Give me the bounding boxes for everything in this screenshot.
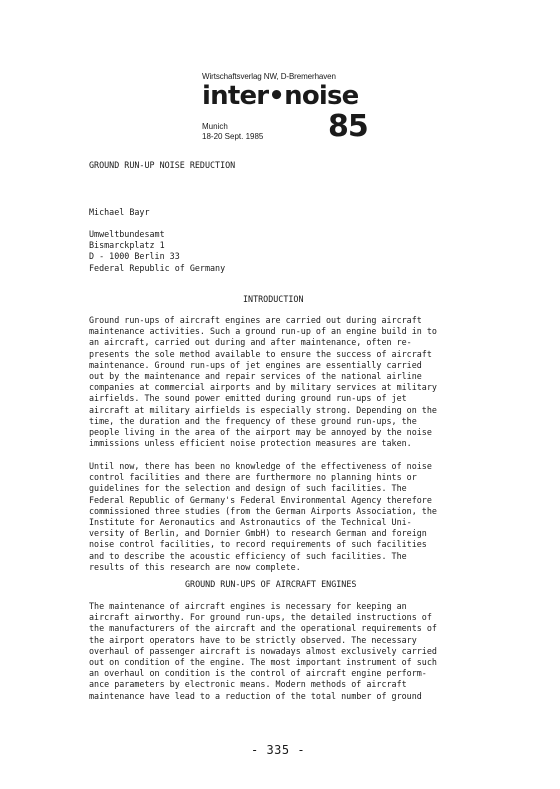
section-heading-ground-run-ups: GROUND RUN-UPS OF AIRCRAFT ENGINES bbox=[185, 579, 357, 589]
author-affiliation: Umweltbundesamt Bismarckplatz 1 D - 1000 Berlin 33 Federal Republic of Germany bbox=[89, 229, 226, 273]
conference-dates: 18-20 Sept. 1985 bbox=[202, 132, 264, 141]
paper-title: GROUND RUN-UP NOISE REDUCTION bbox=[89, 160, 236, 170]
conference-year: 85 bbox=[328, 109, 368, 144]
page-number: - 335 - bbox=[251, 743, 306, 757]
section-heading-introduction: INTRODUCTION bbox=[243, 294, 304, 304]
conference-city: Munich bbox=[202, 122, 228, 131]
paragraph-ground-run-ups-1: The maintenance of aircraft engines is necessary for keeping an aircraft airworthy. For ground run-ups, the detailed instructions of the manufacturers of the aircraft and the operational requirements of the airport operators have to be strictly observed. The necessary overhaul of passenger aircraft is nowadays almost exclusively carried out on condition of the engine. The most important instrument of such an overhaul on condition is the control of aircraft engine perform- ance parameters by electronic means. Modern methods of aircraft maintenance have lead to a reduction of the total number of ground bbox=[89, 601, 437, 701]
conference-header bbox=[202, 72, 368, 150]
author-name: Michael Bayr bbox=[89, 207, 150, 217]
conference-logo: inter•noise bbox=[202, 81, 359, 111]
paragraph-intro-2: Until now, there has been no knowledge of the effectiveness of noise control facilities and there are furthermore no planning hints or guidelines for the selection and design of such facilities. The Federal Republic of Germany's Federal Environmental Agency therefore commissioned three studies (from the German Airports Association, the Institute for Aeronautics and Astronautics of the Technical Uni- versity of Berlin, and Dornier GmbH) to research German and foreign noise control facilities, to record requirements of such facilities and to describe the acoustic efficiency of such facilities. The results of this research are now complete. bbox=[89, 461, 437, 572]
paragraph-intro-1: Ground run-ups of aircraft engines are carried out during aircraft maintenance activities. Such a ground run-up of an engine build in to an aircraft, carried out during and after maintenance, often re- presents the sole method available to ensure the success of aircraft maintenance. Ground run-ups of jet engines are essentially carried out by the maintenance and repair services of the national airline companies at commercial airports and by military services at military airfields. The sound power emitted during ground run-ups of jet aircraft at military airfields is especially strong. Depending on the time, the duration and the frequency of these ground run-ups, the people living in the area of the airport may be annoyed by the noise immissions unless efficient noise protection measures are taken. bbox=[89, 315, 437, 449]
publisher-line: Wirtschaftsverlag NW, D-Bremerhaven bbox=[202, 72, 336, 81]
